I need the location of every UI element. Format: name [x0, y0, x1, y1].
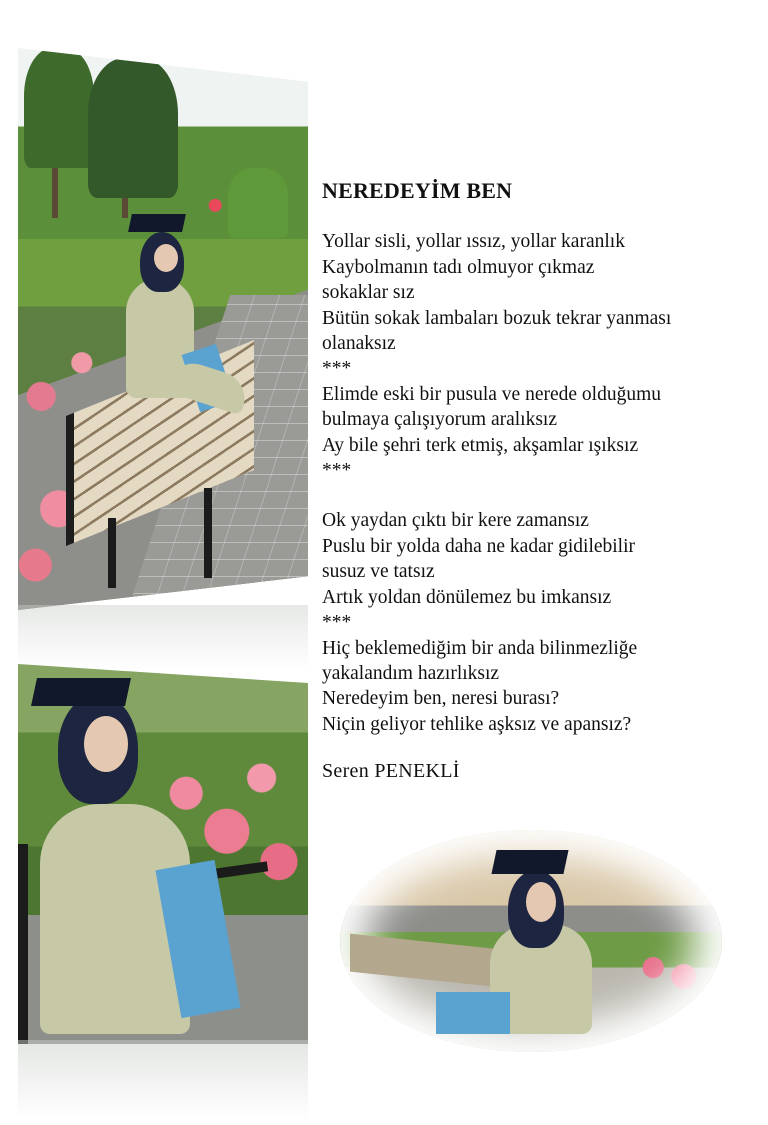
- poem-line: Bütün sokak lambaları bozuk tekrar yanması: [322, 307, 672, 329]
- poem-line: Kaybolmanın tadı olmuyor çıkmaz: [322, 256, 595, 278]
- poem-line: Ok yaydan çıktı bir kere zamansız: [322, 510, 589, 532]
- poem-line: yakalandım hazırlıksız: [322, 662, 500, 684]
- stanza-separator: ***: [322, 358, 352, 380]
- poem-line: susuz ve tatsız: [322, 561, 435, 583]
- poem-line: Niçin geliyor tehlike aşksız ve apansız?: [322, 713, 632, 735]
- graduate-closeup-photo: [18, 664, 308, 1044]
- poem-author: Seren PENEKLİ: [322, 760, 460, 782]
- poem-line: Elimde eski bir pusula ve nerede olduğumu: [322, 383, 662, 405]
- poem-line: Artık yoldan dönülemez bu imkansız: [322, 586, 612, 608]
- graduate-on-bench-photo: [18, 48, 308, 610]
- poem-title: NEREDEYİM BEN: [322, 178, 513, 203]
- poem-line: sokaklar sız: [322, 282, 415, 304]
- poem-line: Ay bile şehri terk etmiş, akşamlar ışıksız: [322, 434, 639, 456]
- poem-line: Yollar sisli, yollar ıssız, yollar karanlık: [322, 231, 625, 253]
- poem-line: Hiç beklemediğim bir anda bilinmezliğe: [322, 637, 638, 659]
- stanza-separator: ***: [322, 612, 352, 634]
- photo-reflection: [18, 605, 308, 670]
- poem: [322, 178, 762, 737]
- poem-line: bulmaya çalışıyorum aralıksız: [322, 409, 558, 431]
- stanza-gap: [322, 483, 762, 508]
- photo-reflection: [18, 1040, 308, 1120]
- poem-line: Puslu bir yolda daha ne kadar gidilebilir: [322, 535, 636, 557]
- graduate-oval-photo: [340, 830, 722, 1052]
- stanza-separator: ***: [322, 460, 352, 482]
- poem-line: olanaksız: [322, 333, 396, 355]
- poem-line: Neredeyim ben, neresi burası?: [322, 688, 560, 710]
